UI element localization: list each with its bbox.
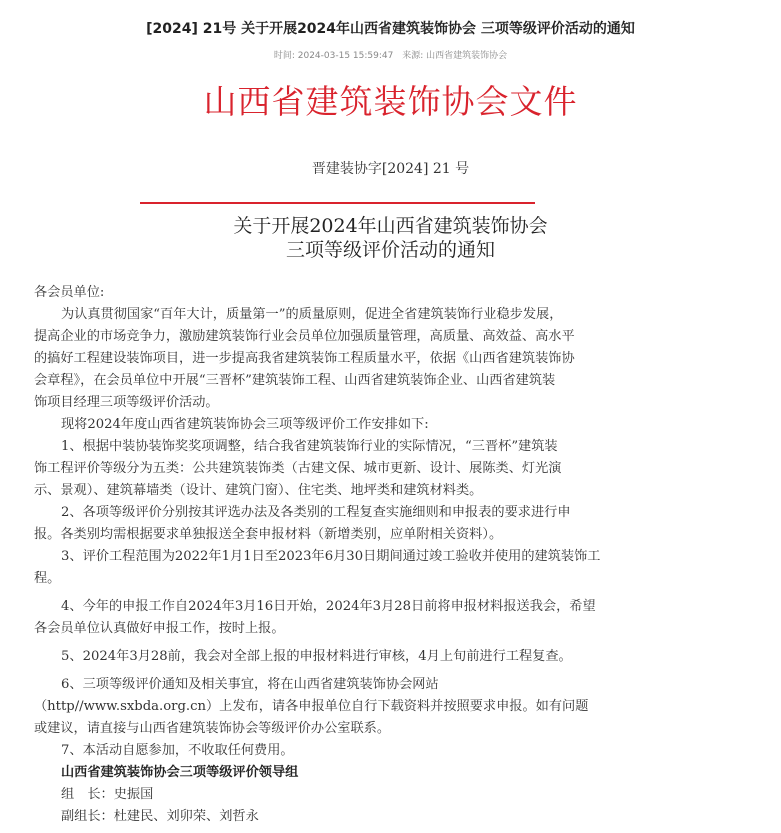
notice-title-line: 关于开展2024年山西省建筑装饰协会 xyxy=(233,215,548,237)
article-title: [2024] 21号 关于开展2024年山西省建筑装饰协会 三项等级评价活动的通知 xyxy=(146,21,635,37)
body-line: 7、本活动自愿参加，不收取任何费用。 xyxy=(61,743,294,758)
body-line: 或建议，请直接与山西省建筑装饰协会等级评价办公室联系。 xyxy=(34,721,391,736)
body-line: 4、今年的申报工作自2024年3月16日开始，2024年3月28日前将申报材料报送我会，希望 xyxy=(61,599,596,614)
notice-title xyxy=(0,214,781,262)
red-divider xyxy=(140,202,535,204)
body-line: 为认真贯彻国家“百年大计，质量第一”的质量原则，促进全省建筑装饰行业稳步发展， xyxy=(61,307,563,322)
body-line: 各会员单位: xyxy=(34,285,105,300)
body-line: 1、根据中装协装饰奖奖项调整，结合我省建筑装饰行业的实际情况，“三晋杯”建筑装 xyxy=(61,439,558,454)
organization-letterhead: 山西省建筑装饰协会文件 xyxy=(203,82,578,121)
notice-title-line: 三项等级评价活动的通知 xyxy=(285,239,495,261)
body-line: 现将2024年度山西省建筑装饰协会三项等级评价工作安排如下: xyxy=(61,417,429,432)
body-line: 报。各类别均需根据要求单独报送全套申报材料（新增类别，应单附相关资料）。 xyxy=(34,527,503,542)
publish-time: 时间: 2024-03-15 15:59:47 xyxy=(273,51,394,61)
document-body xyxy=(34,282,754,828)
article-source: 来源: 山西省建筑装饰协会 xyxy=(402,51,508,61)
body-line: 副组长：杜建民、刘卯荣、刘哲永 xyxy=(61,809,259,824)
body-line: （http//www.sxbda.org.cn）上发布，请各申报单位自行下载资料并按照要求申报。如有问题 xyxy=(34,699,589,714)
body-line: 各会员单位认真做好申报工作，按时上报。 xyxy=(34,621,285,636)
body-line: 6、三项等级评价通知及相关事宜，将在山西省建筑装饰协会网站 xyxy=(61,677,439,692)
body-line: 提高企业的市场竞争力，激励建筑装饰行业会员单位加强质量管理，高质量、高效益、高水平 xyxy=(34,329,575,344)
body-line: 3、评价工程范围为2022年1月1日至2023年6月30日期间通过竣工验收并使用的建筑装饰工 xyxy=(61,549,601,564)
body-line: 程。 xyxy=(34,571,61,586)
body-line: 组 长：史振国 xyxy=(61,787,154,802)
body-line: 5、2024年3月28前，我会对全部上报的申报材料进行审核，4月上旬前进行工程复查。 xyxy=(61,649,572,664)
body-line: 2、各项等级评价分别按其评选办法及各类别的工程复查实施细则和申报表的要求进行申 xyxy=(61,505,571,520)
body-line: 示、景观）、建筑幕墙类（设计、建筑门窗）、住宅类、地坪类和建筑材料类。 xyxy=(34,483,483,498)
body-line: 的搞好工程建设装饰项目，进一步提高我省建筑装饰工程质量水平，依据《山西省建筑装饰协 xyxy=(34,351,575,366)
article-meta xyxy=(0,48,781,61)
body-line: 山西省建筑装饰协会三项等级评价领导组 xyxy=(61,765,299,780)
body-line: 饰工程评价等级分为五类：公共建筑装饰类（古建文保、城市更新、设计、展陈类、灯光演 xyxy=(34,461,562,476)
document-number: 晋建装协字[2024] 21 号 xyxy=(311,161,470,177)
body-line: 饰项目经理三项等级评价活动。 xyxy=(34,395,219,410)
body-line: 会章程》，在会员单位中开展“三晋杯”建筑装饰工程、山西省建筑装饰企业、山西省建筑装 xyxy=(34,373,556,388)
